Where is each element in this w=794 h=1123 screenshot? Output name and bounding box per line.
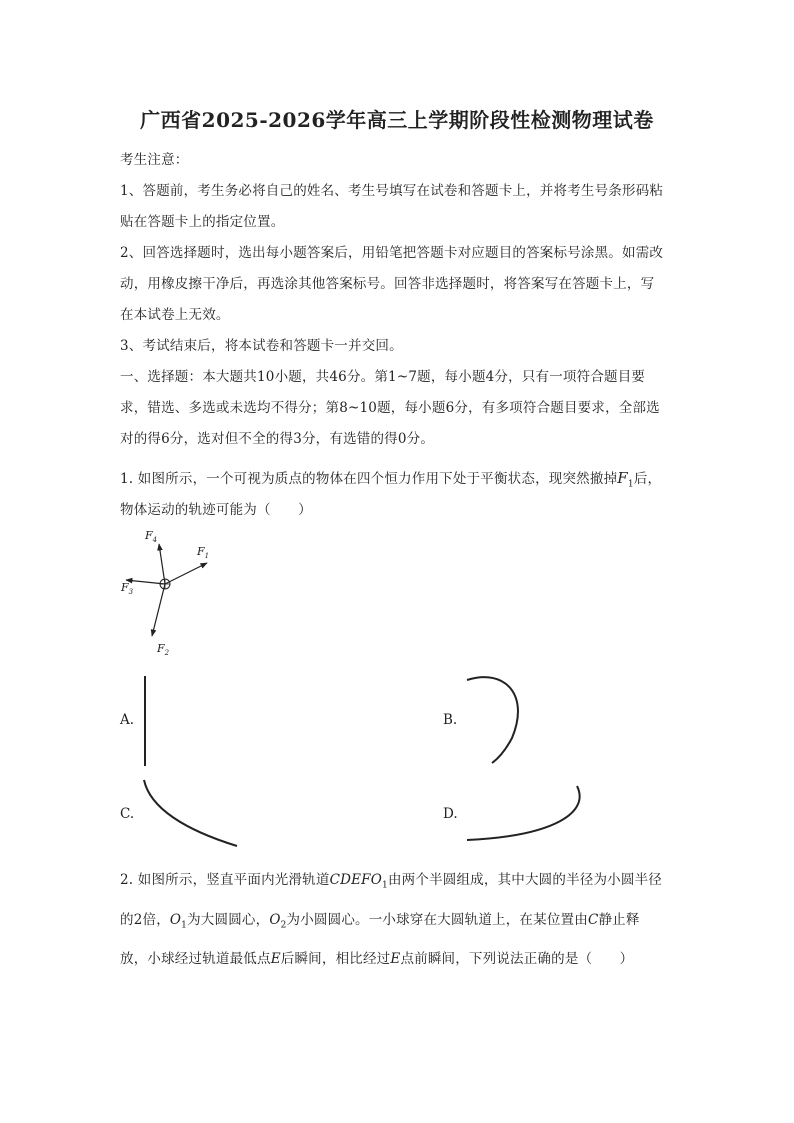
option-d-label: D. bbox=[443, 806, 458, 822]
force-f1-label: $F_1$ bbox=[197, 545, 210, 561]
notice-heading: 考生注意： bbox=[120, 152, 189, 168]
force-f1-arrow bbox=[165, 563, 207, 584]
question-1-var-sub: 1 bbox=[627, 479, 634, 490]
notice-item-2-line-1: 2、回答选择题时，选出每小题答案后，用铅笔把答题卡对应题目的答案标号涂黑。如需改 bbox=[120, 245, 664, 261]
notice-item-2-line-3: 在本试卷上无效。 bbox=[120, 307, 230, 323]
section1-line-3: 对的得6分，选对但不全的得3分，有选错的得0分。 bbox=[120, 431, 435, 447]
section1-line-2: 求，错选、多选或未选均不得分；第8~10题，每小题6分，有多项符合题目要求，全部选 bbox=[120, 400, 660, 416]
question-2-line-2: 的2倍，$O_1$为大圆圆心，$O_2$为小圆圆心。一小球穿在大圆轨道上，在某位置由C静止释 bbox=[120, 912, 640, 931]
question-2-line-1: 2. 如图所示，竖直平面内光滑轨道$CDEFO_1$由两个半圆组成，其中大圆的半径为小圆半径 bbox=[120, 872, 662, 891]
force-f2-arrow bbox=[152, 584, 165, 636]
question-1-var-f: F bbox=[617, 469, 628, 487]
option-a-label: A. bbox=[120, 712, 135, 728]
force-arrows bbox=[126, 544, 210, 636]
page-title: 广西省2025-2026学年高三上学期阶段性检测物理试卷 bbox=[140, 108, 654, 132]
force-f3-label: $F_3$ bbox=[121, 581, 134, 597]
notice-item-1-line-1: 1、答题前，考生务必将自己的姓名、考生号填写在试卷和答题卡上，并将考生号条形码粘 bbox=[120, 183, 664, 199]
option-d-trajectory bbox=[467, 786, 580, 840]
notice-item-1-line-2: 贴在答题卡上的指定位置。 bbox=[120, 214, 285, 230]
section1-line-1: 一、选择题：本大题共10小题，共46分。第1~7题，每小题4分，只有一项符合题目要 bbox=[120, 369, 646, 385]
force-f4-arrow bbox=[159, 544, 165, 584]
question-2-line-3: 放，小球经过轨道最低点E后瞬间，相比经过E点前瞬间，下列说法正确的是（ ） bbox=[120, 951, 634, 967]
notice-item-3: 3、考试结束后，将本试卷和答题卡一并交回。 bbox=[120, 338, 403, 354]
force-f4-label: $F_4$ bbox=[145, 529, 158, 545]
option-c-trajectory bbox=[144, 780, 237, 846]
notice-item-2-line-2: 动，用橡皮擦干净后，再选涂其他答案标号。回答非选择题时，将答案写在答题卡上，写 bbox=[120, 276, 655, 292]
question-1-text-b: 后， bbox=[633, 471, 662, 487]
option-b-label: B. bbox=[443, 712, 458, 728]
option-c-label: C. bbox=[120, 806, 135, 822]
question-1-line-2: 物体运动的轨迹可能为（ ） bbox=[120, 502, 312, 518]
option-b-trajectory bbox=[467, 677, 518, 763]
question-1-text-a: 1. 如图所示，一个可视为质点的物体在四个恒力作用下处于平衡状态，现突然撤掉 bbox=[120, 471, 618, 487]
force-f2-label: $F_2$ bbox=[157, 642, 170, 658]
